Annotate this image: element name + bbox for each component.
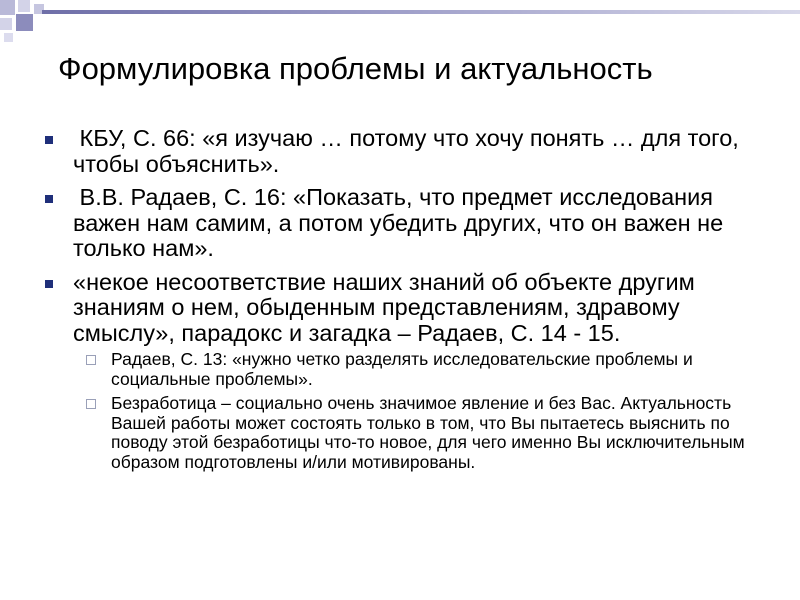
slide-body bbox=[40, 126, 780, 478]
sub-bullet-text: Радаев, С. 13: «нужно четко разделять исследовательские проблемы и социальные проблемы». bbox=[111, 349, 693, 389]
square-bullet-icon bbox=[45, 195, 53, 203]
deco-square bbox=[0, 0, 15, 15]
deco-square bbox=[4, 33, 13, 42]
bullet-text: КБУ, С. 66: «я изучаю … потому что хочу понять … для того, чтобы объяснить». bbox=[73, 125, 746, 177]
bullet-item bbox=[40, 185, 780, 262]
bullet-item bbox=[40, 270, 780, 347]
bullet-item bbox=[40, 126, 780, 177]
slide-title: Формулировка проблемы и актуальность bbox=[58, 51, 653, 86]
hollow-square-bullet-icon bbox=[86, 399, 96, 409]
header-rule bbox=[42, 10, 800, 14]
square-bullet-icon bbox=[45, 136, 53, 144]
sub-bullet-item bbox=[40, 350, 780, 389]
deco-square bbox=[18, 0, 30, 12]
hollow-square-bullet-icon bbox=[86, 355, 96, 365]
sub-bullet-item bbox=[40, 394, 780, 472]
deco-square bbox=[16, 14, 33, 31]
bullet-text: «некое несоответствие наших знаний об объекте другим знаниям о нем, обыденным представлениям, здравому смыслу», парадокс и загадка – Радаев, С. 14 - 15. bbox=[73, 268, 695, 346]
sub-bullet-text: Безработица – социально очень значимое явление и без Вас. Актуальность Вашей работы может состоять только в том, что Вы пытаетесь выяснить по поводу этой безработицы что-то новое, для чего именно Вы исключительным образом подготовлены и/или мотивированы. bbox=[111, 393, 745, 472]
square-bullet-icon bbox=[45, 280, 53, 288]
deco-square bbox=[0, 18, 12, 30]
corner-decoration bbox=[0, 0, 90, 40]
bullet-text: В.В. Радаев, С. 16: «Показать, что предмет исследования важен нам самим, а потом убедить других, что он важен не только нам». bbox=[73, 184, 730, 261]
